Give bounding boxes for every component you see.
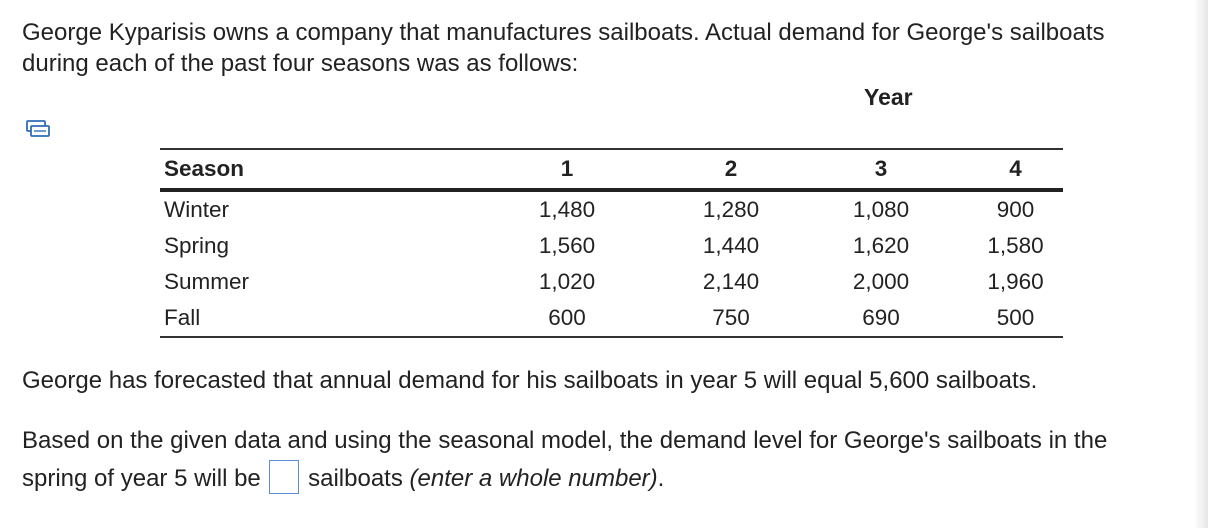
demand-cell: 500: [996, 305, 1035, 330]
seasonal-demand-table: [160, 148, 1063, 338]
demand-cell: 750: [712, 305, 750, 330]
season-cell: Summer: [164, 269, 250, 294]
question-prefix: spring of year 5 will be: [22, 465, 261, 492]
demand-cell: 900: [996, 197, 1035, 222]
table-row: [160, 264, 1063, 300]
season-cell: Winter: [164, 197, 230, 222]
table-row: [160, 300, 1063, 337]
intro-line-2: during each of the past four seasons was as follows:: [22, 50, 579, 77]
demand-cell: 1,580: [987, 233, 1044, 258]
question-text: [22, 422, 1202, 498]
question-hint: (enter a whole number): [409, 465, 658, 492]
question-line-1: Based on the given data and using the seasonal model, the demand level for George's sailboats in the: [22, 427, 1108, 454]
demand-cell: 1,960: [987, 269, 1044, 294]
year-4-header: 4: [1009, 156, 1022, 181]
year-header: Year: [864, 84, 913, 110]
demand-cell: 2,140: [702, 269, 760, 294]
question-end: .: [657, 465, 665, 492]
year-2-header: 2: [724, 156, 738, 181]
demand-cell: 2,000: [852, 269, 910, 294]
demand-cell: 1,440: [702, 233, 760, 258]
season-cell: Spring: [164, 233, 230, 258]
demand-cell: 600: [548, 305, 586, 330]
question-suffix: sailboats: [308, 465, 403, 492]
forecast-statement: George has forecasted that annual demand for his sailboats in year 5 will equal 5,600 sailboats.: [22, 367, 1038, 394]
table-row: [160, 228, 1063, 264]
answer-input[interactable]: [270, 465, 298, 497]
season-column-header: Season: [164, 156, 245, 181]
copy-to-clipboard-icon[interactable]: [26, 120, 50, 138]
demand-cell: 1,560: [538, 233, 596, 258]
year-3-header: 3: [874, 156, 888, 181]
demand-cell: 1,620: [852, 233, 910, 258]
table-row: [160, 190, 1063, 228]
demand-cell: 1,480: [538, 197, 596, 222]
table-header-row: [160, 149, 1063, 190]
answer-input-box[interactable]: [269, 460, 299, 494]
demand-cell: 690: [862, 305, 900, 330]
demand-cell: 1,280: [702, 197, 760, 222]
problem-intro: [22, 17, 1208, 79]
season-cell: Fall: [164, 305, 201, 330]
demand-cell: 1,080: [852, 197, 910, 222]
intro-line-1: George Kyparisis owns a company that manufactures sailboats. Actual demand for George's sailboats: [22, 19, 1105, 46]
year-1-header: 1: [560, 156, 574, 181]
demand-cell: 1,020: [538, 269, 596, 294]
